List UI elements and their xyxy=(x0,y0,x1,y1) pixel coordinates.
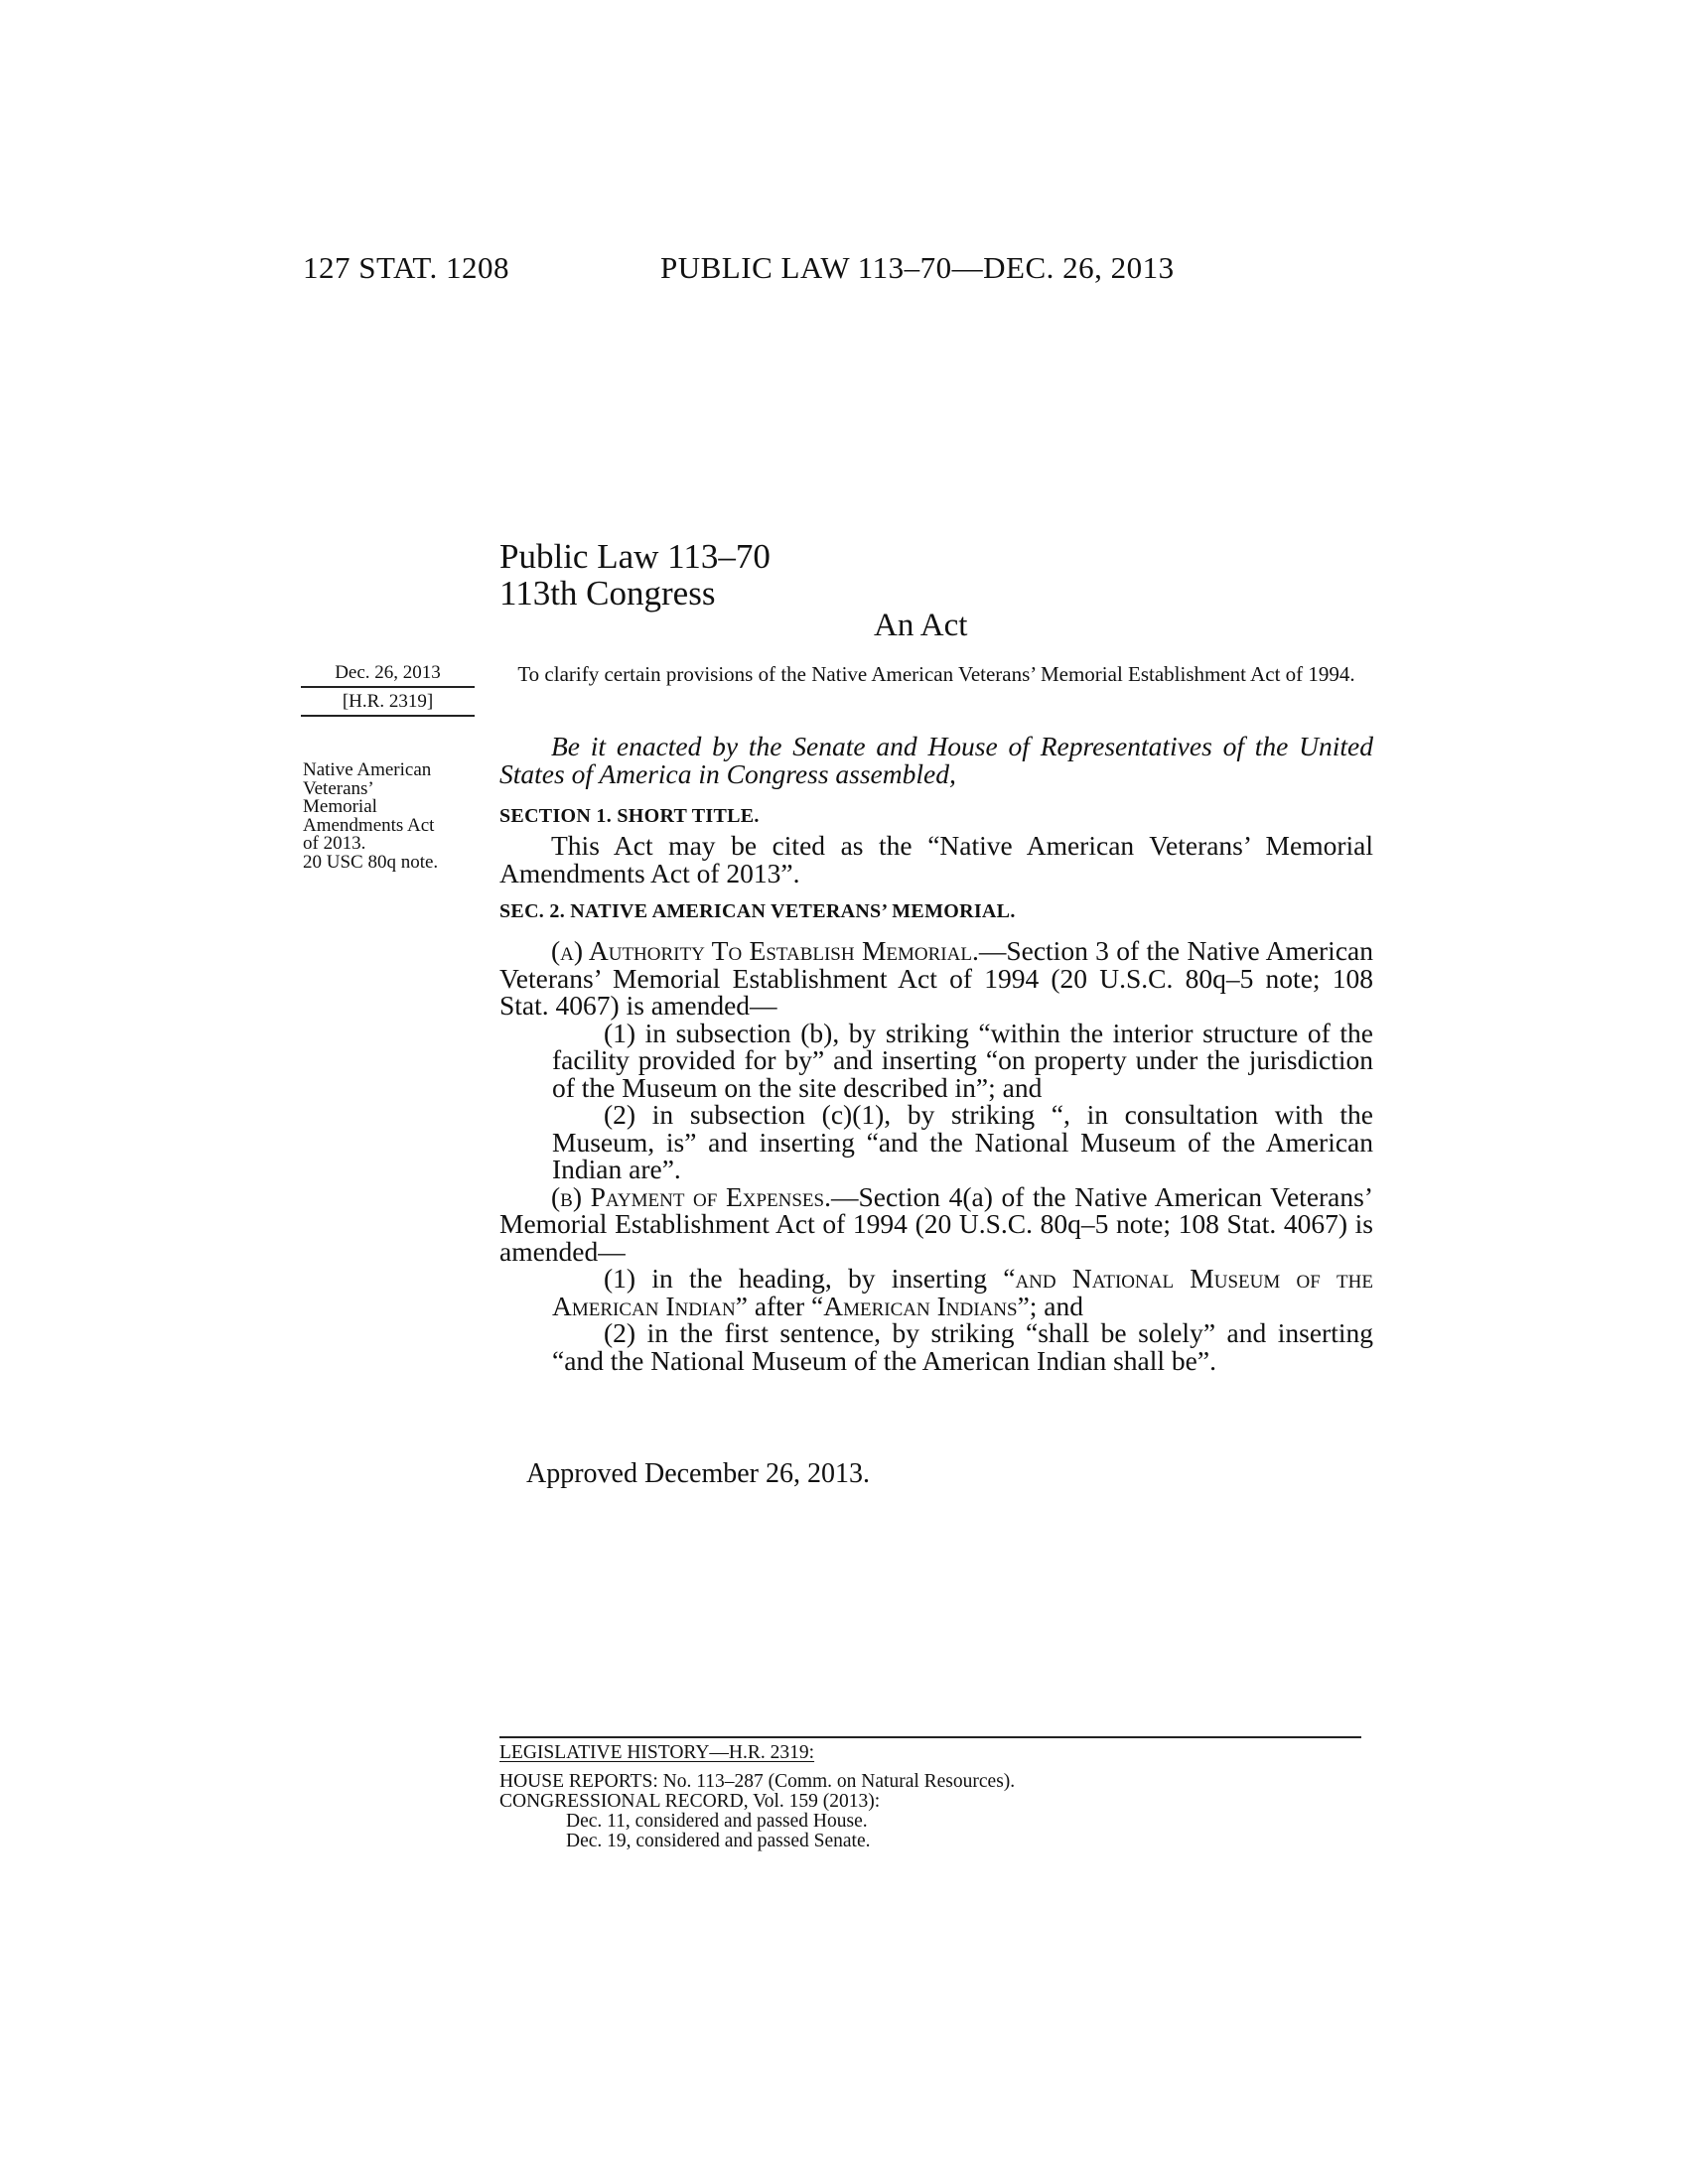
paragraph-b1-heading-after: American Indians xyxy=(823,1290,1018,1321)
enacting-clause xyxy=(499,733,1373,787)
subsection-a xyxy=(499,937,1373,1020)
paragraph-a2: (2) in subsection (c)(1), by striking “, in consultation with the Museum, is” and inserting “and the National Museum of the American Indian are”. xyxy=(552,1099,1373,1184)
section-1-heading: SECTION 1. SHORT TITLE. xyxy=(499,805,760,827)
congressional-record: CONGRESSIONAL RECORD, Vol. 159 (2013): xyxy=(499,1791,881,1812)
paragraph-b1-mid: ” after “ xyxy=(735,1290,824,1321)
margin-note-short-title xyxy=(303,760,482,871)
congress-label: 113th Congress xyxy=(499,574,716,613)
paragraph-b1-pre: (1) in the heading, by inserting “ xyxy=(604,1263,1016,1294)
section-2-heading: SEC. 2. NATIVE AMERICAN VETERANS’ MEMORIAL. xyxy=(499,900,1016,922)
legislative-history-heading: LEGISLATIVE HISTORY—H.R. 2319: xyxy=(499,1742,815,1763)
margin-note-line: 20 USC 80q note. xyxy=(303,851,439,873)
section-1-text: This Act may be cited as the “Native American Veterans’ Memorial Amendments Act of 2013”. xyxy=(499,830,1373,888)
margin-note-date: Dec. 26, 2013 xyxy=(301,663,475,688)
approval-date: Approved December 26, 2013. xyxy=(526,1458,871,1489)
margin-note-line: Memorial xyxy=(303,796,377,817)
subsection-b-text: —Section 4(a) of the Native American Veterans’ Memorial Establishment Act of 1994 (20 U.S.C. 80q–5 note; 108 Stat. 4067) is amended— xyxy=(499,1180,1373,1267)
subsection-a-label: (a) Authority To Establish Memorial. xyxy=(551,935,979,966)
legislative-history xyxy=(499,1743,1015,1851)
subsection-b xyxy=(499,1180,1373,1267)
paragraph-b2: (2) in the first sentence, by striking “shall be solely” and inserting “and the National Museum of the American Indian shall be”. xyxy=(552,1317,1373,1376)
margin-note-line: of 2013. xyxy=(303,833,366,854)
section-2-body xyxy=(499,937,1373,1374)
running-head-title: PUBLIC LAW 113–70—DEC. 26, 2013 xyxy=(660,250,1175,285)
margin-note-line: Native American xyxy=(303,759,432,780)
running-head-stat: 127 STAT. 1208 xyxy=(303,250,510,285)
margin-note-line: Amendments Act xyxy=(303,814,435,836)
paragraph-b1 xyxy=(499,1265,1373,1319)
enacting-clause-text: Be it enacted by the Senate and House of Representatives of the United States of America in Congress assembled, xyxy=(499,731,1373,789)
act-purpose: To clarify certain provisions of the Native American Veterans’ Memorial Establishment Act of 1994. xyxy=(517,662,1355,686)
paragraph-a1: (1) in subsection (b), by striking “within the interior structure of the facility provided for by” and inserting “on property under the jurisdiction of the Museum on the site described in”; and xyxy=(552,1017,1373,1103)
house-reports: HOUSE REPORTS: No. 113–287 (Comm. on Natural Resources). xyxy=(499,1771,1016,1792)
record-entry: Dec. 11, considered and passed House. xyxy=(566,1811,868,1832)
legislative-history-rule xyxy=(499,1736,1361,1738)
margin-note-bill: [H.R. 2319] xyxy=(301,692,475,717)
record-entry: Dec. 19, considered and passed Senate. xyxy=(566,1831,871,1851)
margin-note-line: Veterans’ xyxy=(303,777,374,799)
act-label: An Act xyxy=(874,608,968,643)
paragraph-b1-heading-insert: and National Museum of the American Indian xyxy=(552,1263,1373,1321)
public-law-number: Public Law 113–70 xyxy=(499,537,771,576)
subsection-b-label: (b) Payment of Expenses. xyxy=(551,1180,831,1212)
section-1-body xyxy=(499,832,1373,887)
paragraph-b1-post: ”; and xyxy=(1017,1290,1083,1321)
subsection-a-text: —Section 3 of the Native American Veterans’ Memorial Establishment Act of 1994 (20 U.S.C. 80q–5 note; 108 Stat. 4067) is amended— xyxy=(499,935,1373,1021)
